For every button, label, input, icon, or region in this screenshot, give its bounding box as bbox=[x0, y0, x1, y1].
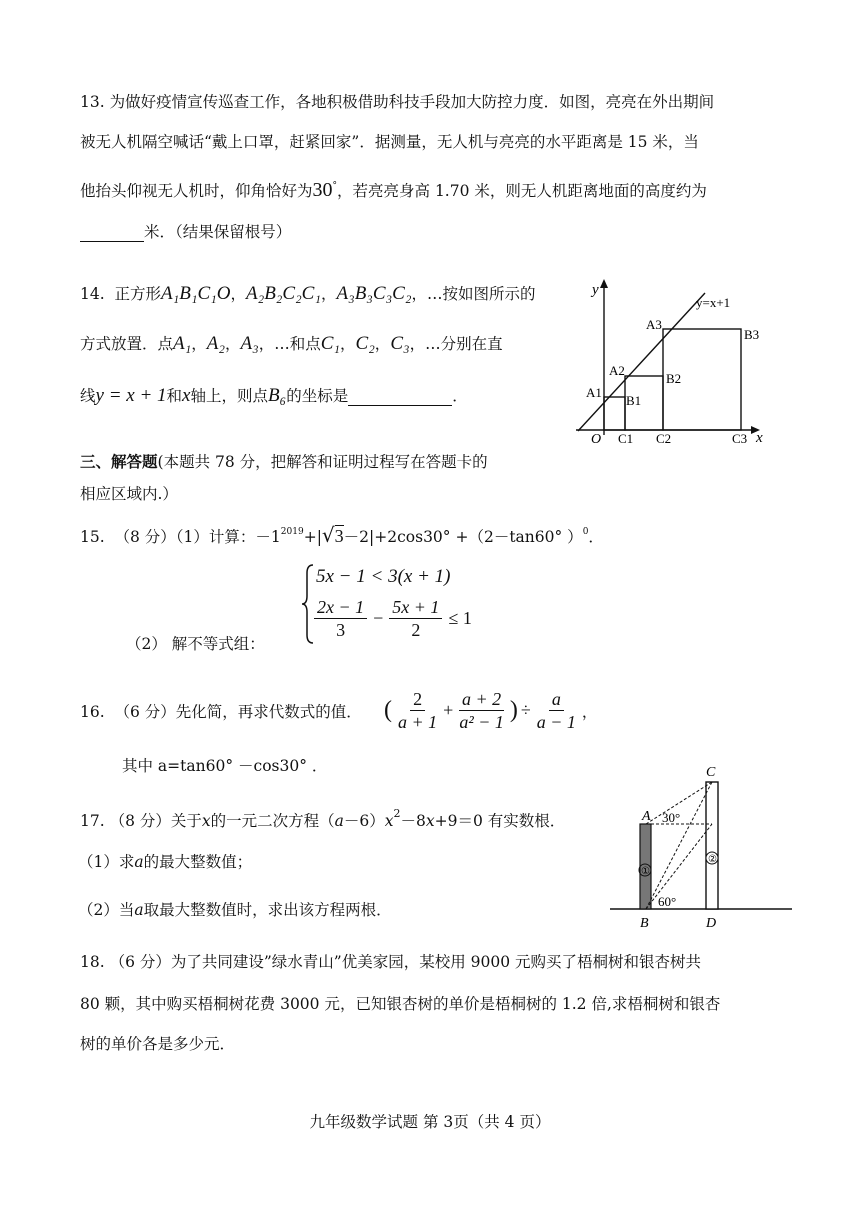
label-x: x bbox=[756, 430, 763, 445]
label-line: y=x+1 bbox=[696, 295, 731, 310]
label-C1: C1 bbox=[618, 431, 634, 445]
q17-line-1: 17. （8 分）关于x的一元二次方程$(a-6)x^2-8x+9=0$ 有实数根． bbox=[80, 807, 566, 830]
y-axis-arrow bbox=[600, 279, 608, 288]
figure-buildings bbox=[606, 762, 796, 934]
label-D: D bbox=[706, 916, 717, 931]
q14-line-3: 线y = x + 1和x轴上，则点B₆的坐标是 ． bbox=[80, 385, 468, 406]
answer-blank bbox=[80, 225, 144, 242]
section-3-desc: 相应区域内.） bbox=[80, 485, 178, 503]
inequality-2: $\frac{2x - 1}{3}$ − $\frac{5x + 1}{2}$ ≤ 1 bbox=[314, 596, 472, 641]
inequality-1: 5x − 1 < 3(x + 1) bbox=[316, 566, 451, 587]
q18-line-3: 树的单价各是多少元． bbox=[80, 1035, 236, 1053]
q13-line-3: 他抬头仰视无人机时，仰角恰好为30°，若亮亮身高 1.70 米，则无人机距离地面的高度约为 bbox=[80, 179, 707, 201]
q18-line-2: 80 颗，其中购买梧桐树花费 3000 元，已知银杏树的单价是梧桐树的 1.2 倍,求梧桐树和银杏 bbox=[80, 995, 721, 1013]
q13-line-2: 被无人机隔空喊话“戴上口罩，赶紧回家”．据测量，无人机与亮亮的水平距离是 15 米，当 bbox=[80, 133, 699, 151]
q17-part-2: （2）当a取最大整数值时，求出该方程两根． bbox=[78, 901, 392, 919]
label-C2: C2 bbox=[656, 431, 672, 445]
q13-line-4: 米．（结果保留根号） bbox=[80, 222, 291, 242]
label-B1: B1 bbox=[626, 393, 642, 408]
q16-expression: ( $\frac{2}{a + 1}$ + $\frac{a + 2}{\text{a² − 1}}$ ) ÷ $\frac{a}{a - 1}$ ， bbox=[384, 689, 598, 732]
label-A: A bbox=[642, 809, 651, 824]
sight-line-B-to-C bbox=[646, 782, 712, 909]
label-C: C bbox=[706, 765, 716, 780]
angle-60: 60° bbox=[658, 894, 677, 909]
line-y-equals-x-plus-1 bbox=[578, 293, 705, 431]
q15-part-1: 15. （8 分）（1）计算：$-1^{2019}+|√3-2|+2\cos 30^\circ +(2-\tan 60^\circ$ ）$^0$． bbox=[80, 523, 604, 547]
label-1: ① bbox=[641, 866, 650, 877]
angle-30: 30° bbox=[662, 810, 681, 825]
answer-blank bbox=[348, 389, 452, 406]
q13-line-1: 13. 为做好疫情宣传巡查工作，各地积极借助科技手段加大防控力度．如图，亮亮在外出期间 bbox=[80, 93, 715, 111]
label-A3: A3 bbox=[646, 317, 662, 332]
label-B2: B2 bbox=[666, 371, 682, 386]
section-3-header: 三、解答题(本题共 78 分，把解答和证明过程写在答题卡的 bbox=[80, 452, 488, 471]
label-C3: C3 bbox=[732, 431, 748, 445]
label-A1: A1 bbox=[586, 385, 602, 400]
section-title: 三、解答题 bbox=[80, 452, 158, 471]
label-2: ② bbox=[708, 854, 717, 865]
label-A2: A2 bbox=[609, 363, 625, 378]
label-B3: B3 bbox=[744, 327, 760, 342]
label-y: y bbox=[592, 282, 599, 298]
q18-line-1: 18. （6 分）为了共同建设”绿水青山”优美家园，某校用 9000 元购买了梧桐树和银杏树共 bbox=[80, 953, 702, 971]
sight-line-B-to-A bbox=[646, 824, 712, 909]
q14-line-1: 14. 正方形A₁B₁C₁O，A₂B₂C₂C₁，A₃B₃C₃C₂，…按如图所示的 bbox=[80, 283, 536, 304]
page-footer: 九年级数学试题 第 3页（共 4 页） bbox=[309, 1113, 551, 1131]
square-1 bbox=[604, 397, 625, 430]
q16-line-1: 16. （6 分）先化简，再求代数式的值． bbox=[80, 703, 362, 721]
label-B: B bbox=[640, 916, 649, 931]
line-equation: y = x + 1 bbox=[95, 385, 167, 406]
q14-line-2: 方式放置．点A₁，A₂，A₃，…和点C₁，C₂，C₃，…分别在直 bbox=[80, 333, 503, 354]
label-O: O bbox=[591, 432, 602, 445]
q16-line-2: 其中 a=tan60° －cos30° ． bbox=[122, 757, 328, 775]
figure-squares-on-line bbox=[570, 275, 770, 445]
q15-part-2-label: （2） 解不等式组： bbox=[126, 635, 265, 653]
angle-value: 30 bbox=[312, 179, 333, 201]
building-2 bbox=[706, 782, 718, 909]
q17-part-1: （1）求a的最大整数值； bbox=[78, 853, 253, 871]
